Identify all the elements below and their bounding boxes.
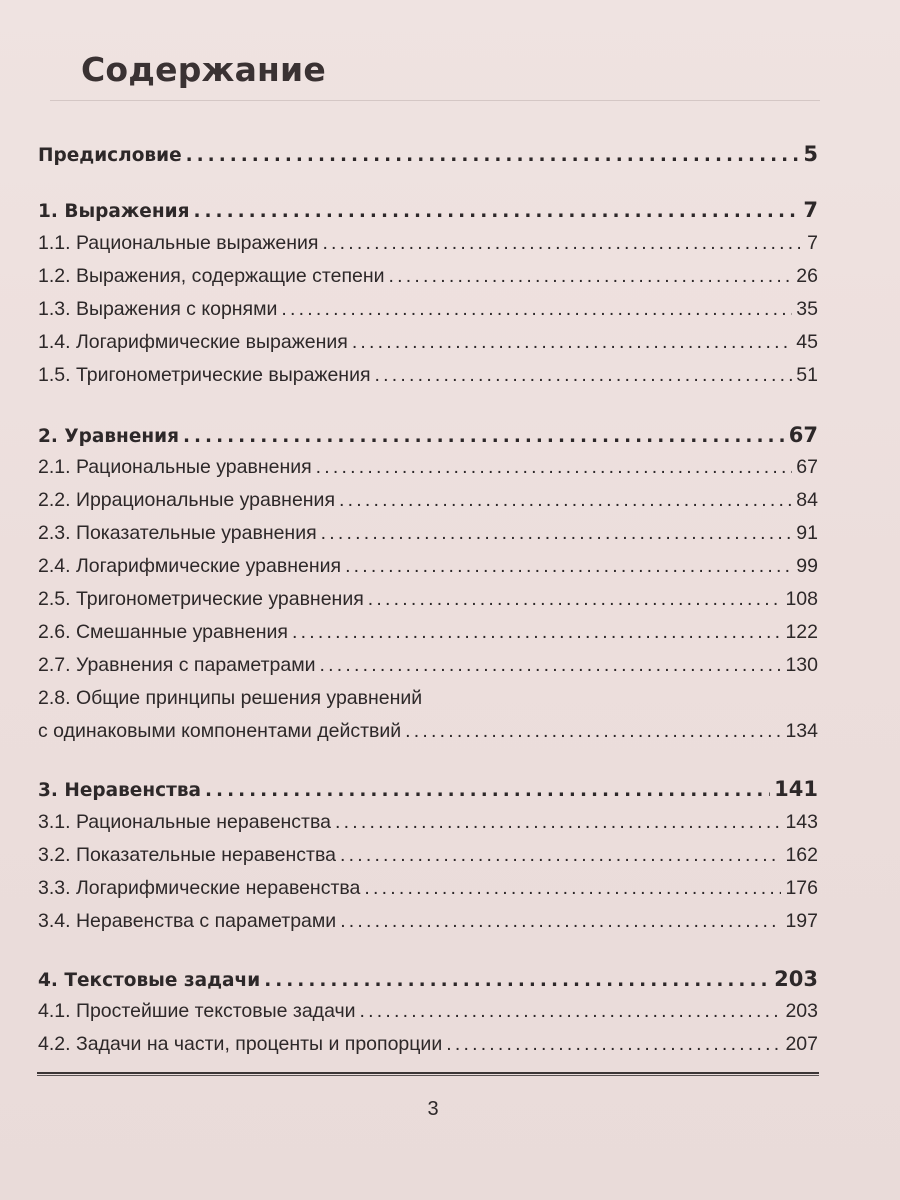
dot-leader bbox=[340, 910, 781, 933]
toc-chapter-4[interactable] bbox=[38, 967, 818, 991]
dot-leader bbox=[360, 1000, 782, 1023]
toc-entry-label: 1.1. Рациональные выражения bbox=[38, 232, 319, 254]
toc-entry-label: 1.5. Тригонометрические выражения bbox=[38, 364, 371, 386]
toc-section-1-3[interactable] bbox=[38, 298, 818, 321]
toc-entry-label: 3.4. Неравенства с параметрами bbox=[38, 910, 337, 932]
toc-entry-label: 3.2. Показательные неравенства bbox=[38, 844, 336, 866]
toc-entry-label: 1.4. Логарифмические выражения bbox=[38, 331, 348, 353]
toc-page-number: 130 bbox=[785, 654, 818, 676]
dot-leader bbox=[339, 489, 792, 512]
dot-leader bbox=[193, 201, 799, 222]
toc-page-number: 84 bbox=[796, 489, 818, 511]
toc-page-number: 108 bbox=[785, 588, 818, 610]
toc-entry-label: 2.5. Тригонометрические уравнения bbox=[38, 588, 364, 610]
dot-leader bbox=[368, 588, 782, 611]
toc-section-2-8-line1[interactable] bbox=[38, 687, 818, 710]
toc-entry-label: 1.3. Выражения с корнями bbox=[38, 298, 278, 320]
toc-entry-label: 2.1. Рациональные уравнения bbox=[38, 456, 312, 478]
toc-section-2-8-line2[interactable] bbox=[38, 720, 818, 743]
dot-leader bbox=[335, 811, 781, 834]
toc-page-number: 134 bbox=[785, 720, 818, 742]
toc-page-number: 67 bbox=[788, 423, 818, 447]
toc-page-number: 51 bbox=[796, 364, 818, 386]
toc-entry-label: 2.8. Общие принципы решения уравнений bbox=[38, 687, 423, 709]
toc-entry-label: 4.2. Задачи на части, проценты и пропорции bbox=[38, 1033, 443, 1055]
toc-entry-label: 2.6. Смешанные уравнения bbox=[38, 621, 288, 643]
toc-chapter-2[interactable] bbox=[38, 423, 818, 447]
toc-entry-label: Предисловие bbox=[38, 145, 182, 166]
toc-section-3-1[interactable] bbox=[38, 811, 818, 834]
dot-leader bbox=[352, 331, 792, 354]
dot-leader bbox=[345, 555, 792, 578]
toc-page-number: 203 bbox=[774, 967, 818, 991]
toc-entry-label: 4.1. Простейшие текстовые задачи bbox=[38, 1000, 356, 1022]
toc-section-1-4[interactable] bbox=[38, 331, 818, 354]
dot-leader bbox=[292, 621, 781, 644]
toc-entry-label: 1.2. Выражения, содержащие степени bbox=[38, 265, 385, 287]
page-number: 3 bbox=[427, 1098, 439, 1120]
toc-entry-label: 3.1. Рациональные неравенства bbox=[38, 811, 331, 833]
toc-page-number: 7 bbox=[803, 198, 818, 222]
toc-section-4-2[interactable] bbox=[38, 1033, 818, 1056]
toc-entry-label: 2.7. Уравнения с параметрами bbox=[38, 654, 316, 676]
toc-page-number: 35 bbox=[796, 298, 818, 320]
dot-leader bbox=[405, 720, 781, 743]
toc-entry-preface[interactable] bbox=[38, 142, 818, 166]
dot-leader bbox=[316, 456, 793, 479]
dot-leader bbox=[322, 232, 803, 255]
toc-section-2-3[interactable] bbox=[38, 522, 818, 545]
footer-divider bbox=[37, 1072, 819, 1076]
page-title: Содержание bbox=[81, 50, 326, 89]
dot-leader bbox=[364, 877, 781, 900]
toc-section-3-4[interactable] bbox=[38, 910, 818, 933]
toc-page-number: 143 bbox=[785, 811, 818, 833]
toc-section-1-5[interactable] bbox=[38, 364, 818, 387]
toc-section-2-4[interactable] bbox=[38, 555, 818, 578]
dot-leader bbox=[340, 844, 781, 867]
toc-section-4-1[interactable] bbox=[38, 1000, 818, 1023]
toc-section-1-2[interactable] bbox=[38, 265, 818, 288]
toc-section-2-5[interactable] bbox=[38, 588, 818, 611]
toc-page-number: 45 bbox=[796, 331, 818, 353]
toc-section-2-6[interactable] bbox=[38, 621, 818, 644]
toc-page-number: 203 bbox=[785, 1000, 818, 1022]
toc-section-2-7[interactable] bbox=[38, 654, 818, 677]
toc-entry-label: 2.4. Логарифмические уравнения bbox=[38, 555, 342, 577]
dot-leader bbox=[186, 145, 800, 166]
toc-page-number: 176 bbox=[785, 877, 818, 899]
toc-page-number: 122 bbox=[785, 621, 818, 643]
toc-section-2-2[interactable] bbox=[38, 489, 818, 512]
toc-page-number: 162 bbox=[785, 844, 818, 866]
toc-section-1-1[interactable] bbox=[38, 232, 818, 255]
dot-leader bbox=[281, 298, 792, 321]
dot-leader bbox=[320, 654, 782, 677]
toc-entry-label: 1. Выражения bbox=[38, 201, 190, 222]
dot-leader bbox=[375, 364, 793, 387]
toc-entry-label: 3. Неравенства bbox=[38, 780, 202, 801]
toc-entry-label: 2.3. Показательные уравнения bbox=[38, 522, 317, 544]
toc-page-number: 99 bbox=[796, 555, 818, 577]
toc-entry-label: 4. Текстовые задачи bbox=[38, 970, 261, 991]
toc-page-number: 67 bbox=[796, 456, 818, 478]
toc-page-number: 141 bbox=[774, 777, 818, 801]
toc-entry-label: 2. Уравнения bbox=[38, 426, 179, 447]
toc-page-number: 91 bbox=[796, 522, 818, 544]
toc-chapter-1[interactable] bbox=[38, 198, 818, 222]
toc-section-3-2[interactable] bbox=[38, 844, 818, 867]
toc-page-number: 26 bbox=[796, 265, 818, 287]
toc-page-number: 5 bbox=[803, 142, 818, 166]
toc-section-3-3[interactable] bbox=[38, 877, 818, 900]
dot-leader bbox=[264, 970, 770, 991]
dot-leader bbox=[321, 522, 793, 545]
toc-chapter-3[interactable] bbox=[38, 777, 818, 801]
toc-entry-label: с одинаковыми компонентами действий bbox=[38, 720, 402, 742]
dot-leader bbox=[183, 426, 785, 447]
toc-page-number: 197 bbox=[785, 910, 818, 932]
dot-leader bbox=[446, 1033, 781, 1056]
dot-leader bbox=[389, 265, 793, 288]
toc-entry-label: 2.2. Иррациональные уравнения bbox=[38, 489, 336, 511]
toc-section-2-1[interactable] bbox=[38, 456, 818, 479]
dot-leader bbox=[205, 780, 770, 801]
toc-page-number: 207 bbox=[785, 1033, 818, 1055]
toc-entry-label: 3.3. Логарифмические неравенства bbox=[38, 877, 361, 899]
toc-page-number: 7 bbox=[807, 232, 818, 254]
title-divider bbox=[50, 100, 820, 101]
